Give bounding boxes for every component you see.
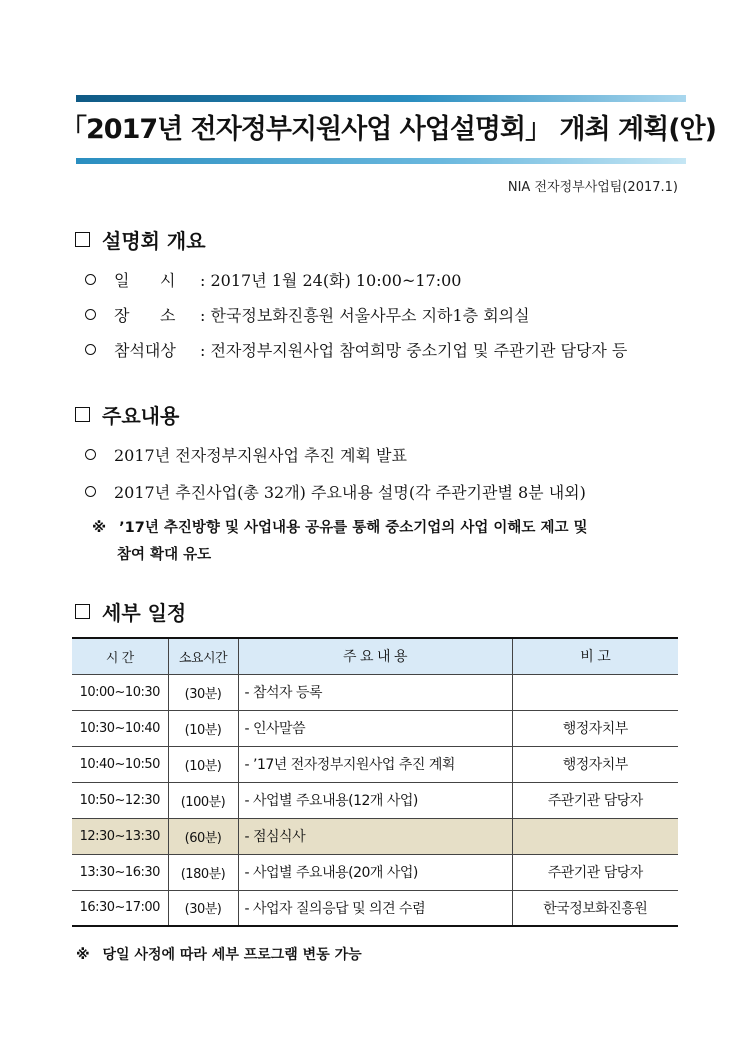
reference-mark: ※: [92, 520, 107, 536]
main-content-item-text: 2017년 전자정부지원사업 추진 계획 발표: [114, 446, 407, 465]
cell-note: 주관기관 담당자: [512, 782, 678, 818]
schedule-table: [72, 637, 678, 927]
overview-item-place: [85, 303, 530, 326]
column-header-duration: 소요시간: [168, 638, 238, 674]
cell-note: 행정자치부: [512, 710, 678, 746]
cell-content: - 사업별 주요내용(12개 사업): [238, 782, 512, 818]
main-content-note: [92, 516, 588, 537]
overview-item-label: 참석대상: [114, 341, 176, 360]
section-heading-schedule: [75, 597, 186, 626]
checkbox-icon: [75, 604, 90, 619]
table-row: [72, 746, 678, 782]
table-row: [72, 854, 678, 890]
section-heading-main-content: [75, 400, 179, 429]
overview-item-label: 일 시: [114, 271, 176, 290]
table-header-row: [72, 638, 678, 674]
cell-duration: (100분): [168, 782, 238, 818]
title-top-bar: [76, 95, 686, 102]
cell-duration: (30분): [168, 674, 238, 710]
cell-content: - ’17년 전자정부지원사업 추진 계획: [238, 746, 512, 782]
cell-time: 12:30~13:30: [72, 818, 168, 854]
circle-bullet-icon: [85, 309, 96, 320]
cell-content: - 점심식사: [238, 818, 512, 854]
main-content-note-line1: ’17년 추진방향 및 사업내용 공유를 통해 중소기업의 사업 이해도 제고 및: [119, 520, 588, 536]
cell-duration: (10분): [168, 746, 238, 782]
section-heading-label: 주요내용: [102, 404, 180, 428]
cell-duration: (60분): [168, 818, 238, 854]
cell-duration: (30분): [168, 890, 238, 926]
cell-time: 10:40~10:50: [72, 746, 168, 782]
main-content-note-continued: 참여 확대 유도: [117, 547, 212, 563]
checkbox-icon: [75, 407, 90, 422]
cell-note: [512, 818, 678, 854]
main-content-item-text: 2017년 추진사업(총 32개) 주요내용 설명(각 주관기관별 8분 내외): [114, 483, 586, 502]
schedule-footnote-text: 당일 사정에 따라 세부 프로그램 변동 가능: [102, 947, 362, 963]
column-header-content: 주 요 내 용: [238, 638, 512, 674]
column-header-note: 비 고: [512, 638, 678, 674]
cell-duration: (10분): [168, 710, 238, 746]
reference-mark: ※: [76, 947, 90, 963]
cell-time: 16:30~17:00: [72, 890, 168, 926]
overview-item-date: [85, 268, 461, 291]
overview-item-label: 장 소: [114, 306, 176, 325]
cell-time: 10:50~12:30: [72, 782, 168, 818]
cell-time: 10:00~10:30: [72, 674, 168, 710]
cell-content: - 사업별 주요내용(20개 사업): [238, 854, 512, 890]
cell-note: 행정자치부: [512, 746, 678, 782]
cell-content: - 참석자 등록: [238, 674, 512, 710]
column-header-time: 시 간: [72, 638, 168, 674]
overview-item-value: : 전자정부지원사업 참여희망 중소기업 및 주관기관 담당자 등: [200, 341, 628, 360]
cell-note: 한국정보화진흥원: [512, 890, 678, 926]
cell-note: [512, 674, 678, 710]
overview-item-value: : 2017년 1월 24(화) 10:00~17:00: [200, 271, 462, 290]
table-row: [72, 674, 678, 710]
table-row: [72, 782, 678, 818]
main-content-item: [85, 480, 586, 503]
section-heading-label: 세부 일정: [102, 601, 187, 625]
circle-bullet-icon: [85, 344, 96, 355]
overview-item-attendees: [85, 338, 627, 361]
table-row: [72, 890, 678, 926]
table-row-lunch: [72, 818, 678, 854]
section-heading-overview: [75, 225, 206, 254]
checkbox-icon: [75, 232, 90, 247]
schedule-footnote: [76, 944, 362, 964]
document-subtitle: NIA 전자정부사업팀(2017.1): [507, 180, 678, 195]
cell-duration: (180분): [168, 854, 238, 890]
circle-bullet-icon: [85, 486, 96, 497]
overview-item-value: : 한국정보화진흥원 서울사무소 지하1층 회의실: [200, 306, 530, 325]
cell-content: - 인사말씀: [238, 710, 512, 746]
circle-bullet-icon: [85, 449, 96, 460]
cell-note: 주관기관 담당자: [512, 854, 678, 890]
main-content-item: [85, 443, 407, 466]
section-heading-label: 설명회 개요: [102, 229, 206, 253]
cell-time: 10:30~10:40: [72, 710, 168, 746]
cell-content: - 사업자 질의응답 및 의견 수렴: [238, 890, 512, 926]
cell-time: 13:30~16:30: [72, 854, 168, 890]
title-bottom-bar: [76, 158, 686, 164]
table-row: [72, 710, 678, 746]
circle-bullet-icon: [85, 274, 96, 285]
document-title: 「2017년 전자정부지원사업 사업설명회」 개최 계획(안): [60, 114, 716, 145]
